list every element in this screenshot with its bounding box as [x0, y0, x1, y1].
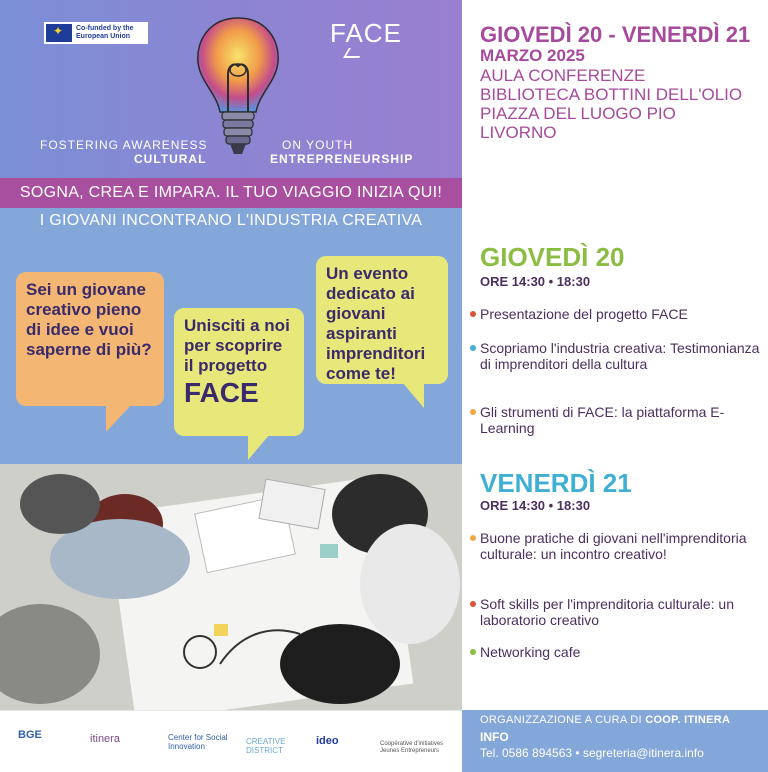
program-item-text: Soft skills per l'imprenditoria culturale: un laboratorio creativo	[480, 596, 735, 628]
bullet-dot-icon	[470, 649, 476, 655]
partner-logo-csi: Center for Social Innovation	[168, 733, 228, 751]
slogan-banner: SOGNA, CREA E IMPARA. IL TUO VIAGGIO INIZIA QUI!	[0, 178, 462, 208]
speech-bubble-event: Un evento dedicato ai giovani aspiranti imprenditori come te!	[316, 256, 448, 384]
tagline-right-top: ON YOUTH	[282, 138, 354, 152]
organizer-name: COOP. ITINERA	[645, 714, 731, 726]
bullet-dot-icon	[470, 409, 476, 415]
face-logo: FACE	[330, 18, 402, 48]
speech-bubble-join	[174, 308, 304, 436]
right-column	[462, 0, 768, 710]
contact-details: Tel. 0586 894563 • segreteria@itinera.info	[480, 746, 704, 760]
program-item	[470, 306, 760, 322]
event-month: MARZO 2025	[480, 46, 585, 65]
workshop-photo	[0, 464, 462, 710]
speech-bubble-face: FACE	[184, 377, 259, 408]
venue-line: PIAZZA DEL LUOGO PIO	[480, 104, 676, 123]
program-item-text: Networking cafe	[480, 644, 581, 660]
venue-line: LIVORNO	[480, 123, 557, 142]
day2-time: ORE 14:30 • 18:30	[480, 498, 591, 513]
speech-bubble-join-text: Unisciti a noi per scoprire il progetto	[184, 316, 290, 375]
organizer-prefix: ORGANIZZAZIONE A CURA DI	[480, 714, 642, 726]
speech-bubble-question: Sei un giovane creativo pieno di idee e vuoi saperne di più?	[16, 272, 164, 406]
program-item	[470, 530, 760, 562]
speech-bubbles-panel	[0, 208, 462, 464]
event-dates: GIOVEDÌ 20 - VENERDÌ 21	[480, 22, 751, 47]
hero-banner	[0, 0, 462, 178]
partner-logo-itinera: itinera	[90, 733, 120, 745]
tagline-right-bottom: ENTREPRENEURSHIP	[270, 152, 414, 166]
bullet-dot-icon	[470, 535, 476, 541]
eu-flag-icon	[46, 24, 72, 42]
bullet-dot-icon	[470, 345, 476, 351]
partner-logos-bar	[0, 710, 462, 772]
program-item-text: Gli strumenti di FACE: la piattaforma E-Learning	[480, 404, 725, 436]
program-item	[470, 644, 760, 660]
tagline-left-bottom: CULTURAL	[134, 152, 207, 166]
eu-cofunded-logo	[44, 22, 148, 44]
event-venue	[480, 66, 742, 142]
program-item	[470, 404, 760, 436]
tagline-left-top: FOSTERING AWARENESS	[40, 138, 208, 152]
day1-title: GIOVEDÌ 20	[480, 242, 625, 272]
program-item-text: Scopriamo l'industria creativa: Testimonianza di imprenditori della cultura	[480, 340, 760, 372]
bullet-dot-icon	[470, 601, 476, 607]
eu-badge-text: Co-funded by the European Union	[76, 25, 134, 40]
partner-logo-ideo: ideo	[316, 735, 339, 747]
bullet-dot-icon	[470, 311, 476, 317]
program-item	[470, 340, 760, 372]
day2-title: VENERDÌ 21	[480, 468, 632, 498]
organizer-line	[480, 714, 750, 726]
program-item	[470, 596, 760, 628]
face-logo-tail-icon	[343, 48, 365, 58]
program-item-text: Presentazione del progetto FACE	[480, 306, 688, 322]
info-footer	[462, 710, 768, 772]
venue-line: BIBLIOTECA BOTTINI DELL'OLIO	[480, 85, 743, 104]
partner-logo-bge: BGE	[18, 729, 42, 741]
venue-line: AULA CONFERENZE	[480, 66, 646, 85]
partner-logo-cije: Coopérative d'initiatives Jeunes Entrepreneurs	[380, 741, 444, 754]
program-item-text: Buone pratiche di giovani nell'imprenditoria culturale: un incontro creativo!	[480, 530, 747, 562]
day1-time: ORE 14:30 • 18:30	[480, 274, 591, 289]
workshop-photo-illustration	[0, 464, 462, 710]
info-label: INFO	[480, 730, 509, 744]
partner-logo-creative-district: CREATIVE DISTRICT	[246, 737, 286, 755]
subtitle: I GIOVANI INCONTRANO L'INDUSTRIA CREATIVA	[39, 212, 423, 229]
